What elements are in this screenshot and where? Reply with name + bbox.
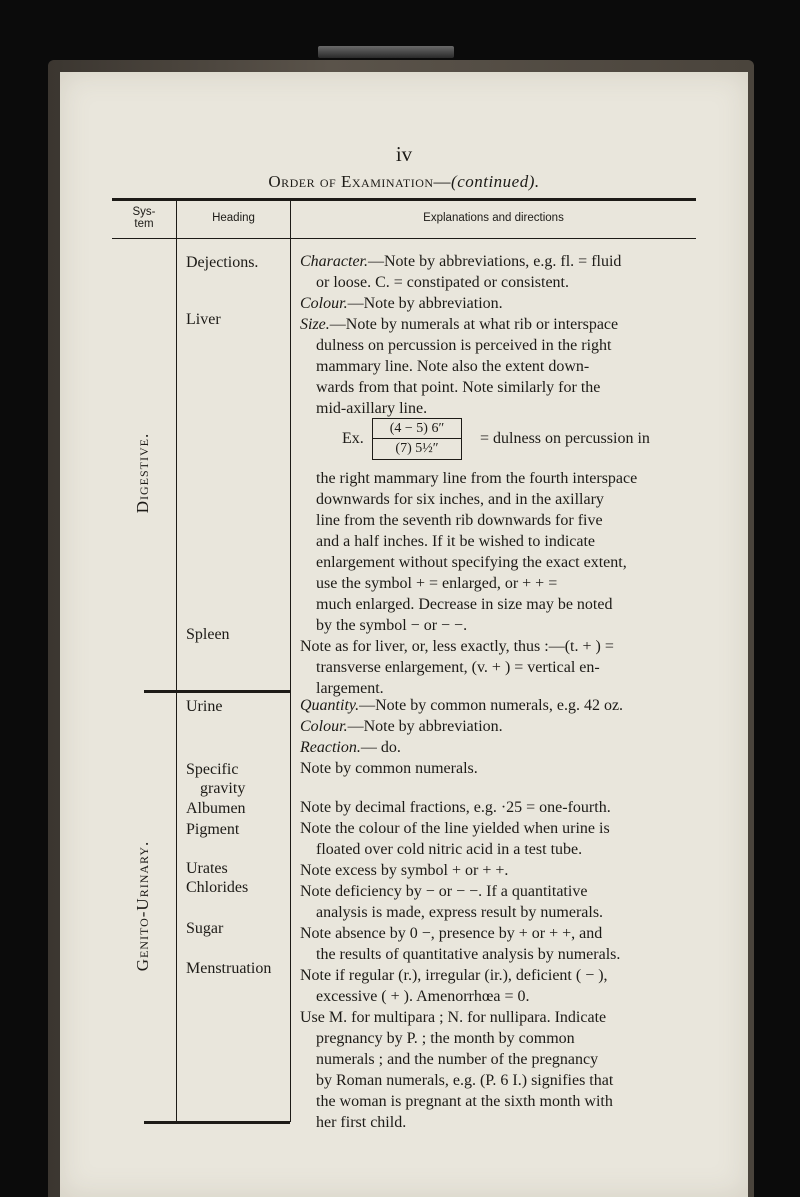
text-line: Note the colour of the line yielded when urine is [300, 820, 610, 837]
heading-sugar: Sugar [186, 920, 224, 937]
title-main: Order of Examination [268, 172, 434, 191]
text-line: Character.—Note by abbreviations, e.g. fl. = fluid [300, 253, 622, 270]
text-line: the right mammary line from the fourth interspace [316, 470, 638, 487]
explanations-urine [300, 695, 696, 779]
explanations-spleen [300, 636, 696, 699]
explanations-digestive [300, 251, 696, 419]
system-label-genito-urinary: Genito-Urinary. [133, 840, 152, 972]
text-line: analysis is made, express result by numerals. [316, 904, 604, 921]
header-heading: Heading [212, 212, 255, 224]
heading-menstruation: Menstruation [186, 960, 272, 977]
text-line: Note deficiency by − or − −. If a quantitative [300, 883, 588, 900]
text-line: Quantity.—Note by common numerals, e.g. 42 oz. [300, 697, 624, 714]
text-line: Use M. for multipara ; N. for nullipara. Indicate [300, 1009, 607, 1026]
header-explanations: Explanations and directions [423, 212, 564, 224]
document-page [60, 72, 748, 1197]
section-divider [144, 690, 290, 693]
header-system: Sys- tem [132, 206, 156, 230]
text-line: largement. [316, 680, 384, 697]
heading-spleen: Spleen [186, 626, 230, 643]
text-line: mid-axillary line. [316, 400, 428, 417]
example-meaning: = dulness on percussion in [480, 430, 650, 447]
text-line: wards from that point. Note similarly for the [316, 379, 601, 396]
heading-urine: Urine [186, 698, 223, 715]
example-box-top: (4 − 5) 6″ [373, 419, 461, 439]
heading-gravity: gravity [200, 780, 246, 797]
heading-albumen: Albumen [186, 800, 246, 817]
text-line: much enlarged. Decrease in size may be noted [316, 596, 613, 613]
table-top-rule [112, 198, 696, 201]
text-line: Note by decimal fractions, e.g. ·25 = one-fourth. [300, 799, 611, 816]
text-line: or loose. C. = constipated or consistent. [316, 274, 569, 291]
text-line: dulness on percussion is perceived in the right [316, 337, 612, 354]
text-line: pregnancy by P. ; the month by common [316, 1030, 575, 1047]
text-line: Note by common numerals. [300, 760, 478, 777]
header-bottom-rule [112, 238, 696, 239]
heading-pigment: Pigment [186, 821, 240, 838]
text-line: by the symbol − or − −. [316, 617, 468, 634]
text-line: mammary line. Note also the extent down- [316, 358, 590, 375]
text-line: Colour.—Note by abbreviation. [300, 718, 503, 735]
text-line: Note if regular (r.), irregular (ir.), deficient ( − ), [300, 967, 608, 984]
text-line: Reaction.— do. [300, 739, 401, 756]
explanations-urine-tests [300, 797, 696, 1133]
text-line: excessive ( + ). Amenorrhœa = 0. [316, 988, 530, 1005]
text-line: Note absence by 0 −, presence by + or + +, and [300, 925, 603, 942]
text-line: floated over cold nitric acid in a test tube. [316, 841, 583, 858]
text-line: Note as for liver, or, less exactly, thus :—(t. + ) = [300, 638, 614, 655]
text-line: enlargement without specifying the exact extent, [316, 554, 627, 571]
text-line: the results of quantitative analysis by numerals. [316, 946, 621, 963]
column-divider-2 [290, 201, 291, 1122]
text-line: Colour.—Note by abbreviation. [300, 295, 503, 312]
text-line: downwards for six inches, and in the axillary [316, 491, 604, 508]
example-box-bottom: (7) 5½″ [395, 441, 439, 456]
title-continued: (continued). [451, 172, 540, 191]
heading-urates: Urates [186, 860, 228, 877]
text-line: and a half inches. If it be wished to indicate [316, 533, 596, 550]
heading-dejections: Dejections. [186, 254, 259, 271]
explanations-liver-cont [316, 468, 696, 636]
column-divider-1 [176, 201, 177, 1122]
text-line: by Roman numerals, e.g. (P. 6 I.) signifies that [316, 1072, 614, 1089]
binder-clip [318, 46, 454, 58]
page-number: iv [395, 142, 413, 166]
text-line: transverse enlargement, (v. + ) = vertical en- [316, 659, 600, 676]
system-label-digestive: Digestive. [133, 432, 152, 514]
title-dash: — [433, 172, 452, 191]
text-line: Size.—Note by numerals at what rib or interspace [300, 316, 619, 333]
example-box [372, 418, 462, 460]
text-line: Note excess by symbol + or + +. [300, 862, 509, 879]
heading-chlorides: Chlorides [186, 879, 249, 896]
heading-liver: Liver [186, 311, 221, 328]
text-line: her first child. [316, 1114, 407, 1131]
heading-specific: Specific [186, 761, 239, 778]
text-line: numerals ; and the number of the pregnancy [316, 1051, 599, 1068]
example-label: Ex. [342, 430, 364, 447]
page-title [60, 172, 748, 192]
text-line: use the symbol + = enlarged, or + + = [316, 575, 558, 592]
table-bottom-rule [144, 1121, 290, 1124]
text-line: line from the seventh rib downwards for five [316, 512, 603, 529]
text-line: the woman is pregnant at the sixth month with [316, 1093, 613, 1110]
